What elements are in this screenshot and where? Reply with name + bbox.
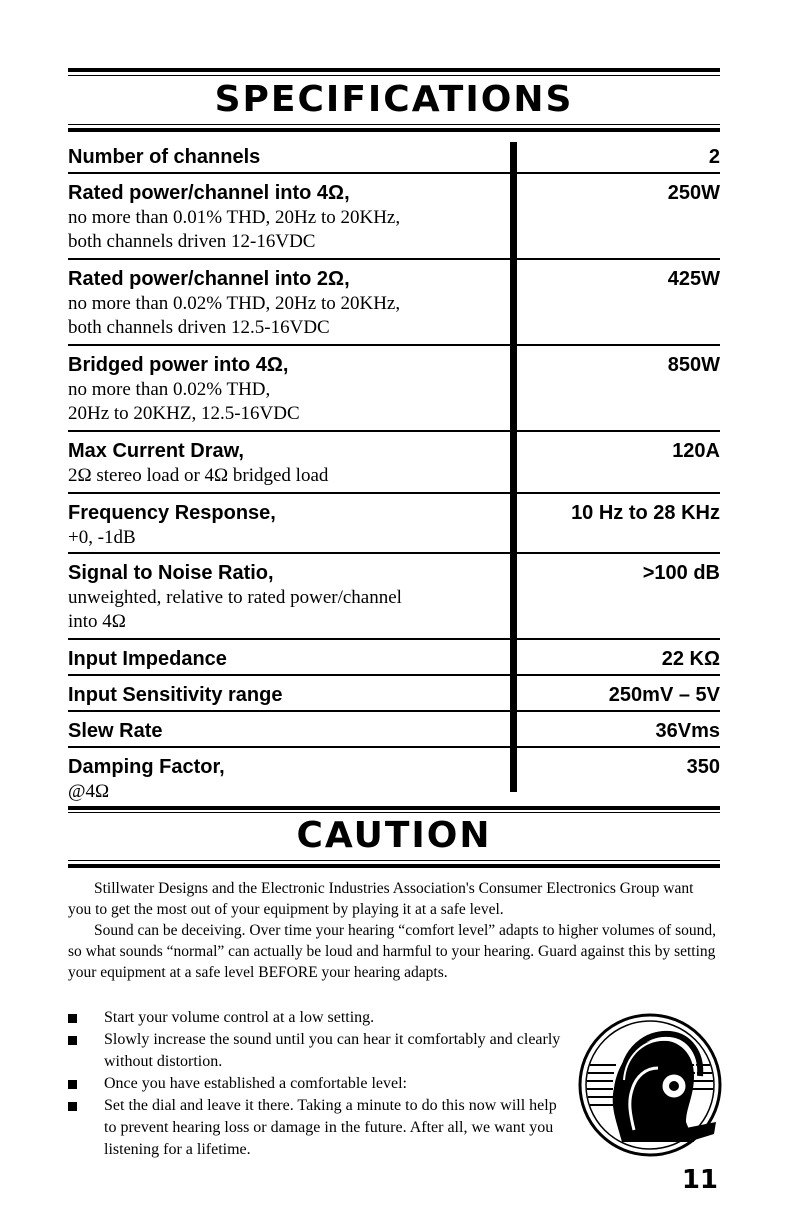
hearing-protection-headphones-icon — [576, 1010, 724, 1160]
caution-bullet-list — [68, 1007, 568, 1161]
spec-row-rated-power-2ohm — [68, 260, 720, 346]
spec-row-frequency-response — [68, 494, 720, 554]
spec-value: 10 Hz to 28 KHz — [571, 502, 720, 524]
spec-value: 120A — [672, 440, 720, 462]
square-bullet-icon — [68, 1014, 77, 1023]
spec-row-signal-noise — [68, 554, 720, 640]
spec-detail: +0, -1dB — [68, 527, 136, 548]
spec-value: 425W — [667, 268, 720, 290]
spec-detail: 2Ω stereo load or 4Ω bridged load — [68, 465, 329, 486]
spec-row-input-sensitivity — [68, 676, 720, 712]
caution-body — [68, 878, 720, 983]
square-bullet-icon — [68, 1036, 77, 1045]
caution-paragraph: Stillwater Designs and the Electronic Industries Association's Consumer Electronics Group want you to get the most out of your equipment by playing it at a safe level. — [68, 880, 694, 918]
spec-detail: no more than 0.02% THD, 20Hz to 20KHz, both channels driven 12.5-16VDC — [68, 293, 401, 338]
spec-value: 2 — [708, 146, 720, 168]
spec-name: Max Current Draw, — [68, 440, 244, 462]
spec-name: Slew Rate — [68, 720, 163, 742]
page-number: 11 — [681, 1165, 718, 1195]
spec-value: 850W — [667, 354, 720, 376]
top-rule-thin — [68, 75, 720, 76]
spec-title-rule-thin — [68, 124, 720, 125]
spec-name: Rated power/channel into 2Ω, — [68, 268, 350, 290]
list-item — [68, 1095, 568, 1161]
square-bullet-icon — [68, 1102, 77, 1111]
list-item — [68, 1029, 568, 1073]
spec-detail: unweighted, relative to rated power/channel into 4Ω — [68, 587, 402, 632]
spec-row-max-current — [68, 432, 720, 494]
spec-value: 250W — [667, 182, 720, 204]
specifications-table — [68, 142, 720, 804]
spec-value: 22 KΩ — [661, 648, 720, 670]
specifications-title: SPECIFICATIONS — [214, 79, 574, 120]
spec-name: Rated power/channel into 4Ω, — [68, 182, 350, 204]
caution-paragraph: Sound can be deceiving. Over time your hearing “comfort level” adapts to higher volumes of sound, so what sounds “normal” can actually be loud and harmful to your hearing. Guard against this by setting your equipment at a safe level BEFORE your hearing adapts. — [68, 922, 716, 981]
bullet-text: Slowly increase the sound until you can hear it comfortably and clearly without distortion. — [104, 1031, 561, 1070]
spec-value: 250mV – 5V — [608, 684, 720, 706]
spec-row-input-impedance — [68, 640, 720, 676]
spec-row-rated-power-4ohm — [68, 174, 720, 260]
spec-name: Signal to Noise Ratio, — [68, 562, 274, 584]
bullet-text: Once you have established a comfortable level: — [104, 1075, 407, 1092]
spec-row-damping-factor — [68, 748, 720, 804]
spec-name: Damping Factor, — [68, 756, 225, 778]
spec-value: >100 dB — [642, 562, 720, 584]
caution-rule-thin-top — [68, 812, 720, 813]
list-item — [68, 1007, 568, 1029]
spec-name: Number of channels — [68, 146, 261, 168]
caution-rule-thin-bottom — [68, 860, 720, 861]
spec-row-channels — [68, 142, 720, 174]
spec-title-rule-thick — [68, 128, 720, 132]
spec-detail: no more than 0.01% THD, 20Hz to 20KHz, both channels driven 12-16VDC — [68, 207, 401, 252]
bullet-text: Set the dial and leave it there. Taking a minute to do this now will help to prevent hearing loss or damage in the future. After all, we want you listening for a lifetime. — [104, 1097, 557, 1158]
spec-name: Frequency Response, — [68, 502, 276, 524]
table-column-divider — [510, 142, 517, 792]
caution-rule-thick-bottom — [68, 864, 720, 868]
spec-detail: no more than 0.02% THD, 20Hz to 20KHZ, 12.5-16VDC — [68, 379, 300, 424]
top-rule-thick — [68, 68, 720, 72]
spec-name: Input Impedance — [68, 648, 227, 670]
spec-row-bridged-power — [68, 346, 720, 432]
caution-title: CAUTION — [296, 815, 492, 856]
spec-name: Bridged power into 4Ω, — [68, 354, 289, 376]
spec-row-slew-rate — [68, 712, 720, 748]
list-item — [68, 1073, 568, 1095]
bullet-text: Start your volume control at a low setting. — [104, 1009, 375, 1026]
spec-value: 350 — [686, 756, 720, 778]
caution-rule-thick-top — [68, 806, 720, 810]
spec-name: Input Sensitivity range — [68, 684, 283, 706]
spec-value: 36Vms — [655, 720, 720, 742]
spec-detail: @4Ω — [68, 781, 110, 802]
square-bullet-icon — [68, 1080, 77, 1089]
